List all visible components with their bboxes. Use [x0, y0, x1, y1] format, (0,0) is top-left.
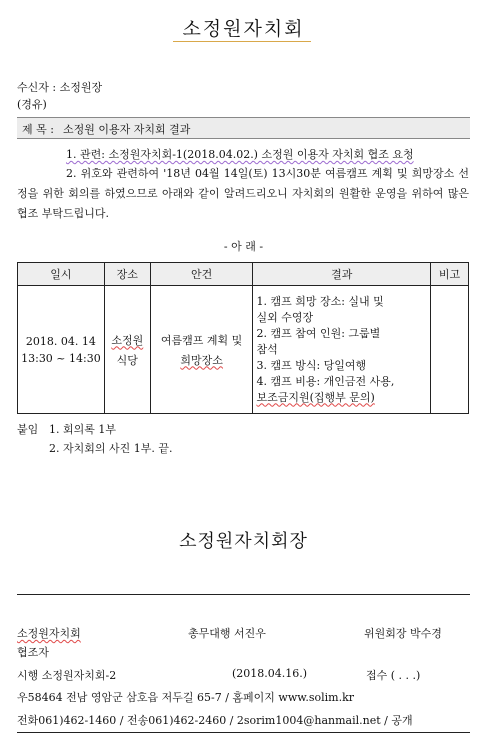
footer-role1: 총무대행 서진우 [188, 627, 266, 640]
result-line: 실외 수영장 [256, 310, 314, 324]
result-table [17, 262, 469, 414]
cell-place-line2: 식당 [116, 353, 138, 367]
via: (경유) [17, 98, 47, 111]
cell-agenda-line2: 희망장소 [180, 353, 223, 367]
table-row [18, 286, 469, 414]
notice-label: - 아 래 - [223, 240, 264, 253]
cell-datetime [18, 286, 105, 414]
footer-bottom-divider [17, 732, 470, 733]
cell-result [253, 286, 431, 414]
col-header-place: 장소 [104, 263, 150, 286]
table-header-row [18, 263, 469, 286]
body-item-1: 1. 관련: 소정원자치회-1(2018.04.02.) 소정원 이용자 자치회 협조 요청 [66, 148, 414, 161]
attachment-item-1: 1. 회의록 1부 [49, 423, 116, 436]
footer-divider [17, 594, 470, 595]
attachment-label: 붙임 [17, 423, 39, 436]
result-line: 4. 캠프 비용: 개인금전 사용, [256, 374, 395, 388]
footer-org: 소정원자치회 [17, 627, 81, 640]
cell-place-line1: 소정원 [111, 333, 144, 347]
cell-place [104, 286, 150, 414]
footer-cooperator: 협조자 [17, 646, 49, 659]
cell-date: 2018. 04. 14 [25, 334, 96, 348]
recipient: 수신자 : 소정원장 [17, 81, 103, 94]
col-header-date: 일시 [18, 263, 105, 286]
attachment-item-2: 2. 자치회의 사진 1부. 끝. [49, 442, 173, 455]
body-item-2: 2. 위호와 관련하여 '18년 04월 14일(토) 13시30분 여름캠프 계획 및 희망장소 선정을 위한 회의를 하였으므로 아래와 같이 알려드리오니 자치회의 원활한 운영을 위하여 많은 협조 부탁드립니다. [17, 167, 469, 220]
footer-role2: 위원회장 박수경 [364, 627, 442, 640]
document-title: 소정원자치회 [182, 18, 305, 40]
footer-doc-date: (2018.04.16.) [232, 667, 308, 680]
result-line: 참석 [256, 342, 278, 356]
result-line: 보조금지원(집행부 문의) [256, 390, 375, 404]
col-header-note: 비고 [431, 263, 469, 286]
signature-title: 소정원자치회장 [179, 531, 308, 552]
cell-note [431, 286, 469, 414]
cell-time: 13:30 ~ 14:30 [21, 351, 101, 365]
footer-receipt: 접수 ( . . .) [366, 669, 421, 682]
cell-agenda [150, 286, 253, 414]
cell-agenda-line1: 여름캠프 계획 및 [160, 333, 243, 347]
col-header-agenda: 안건 [150, 263, 253, 286]
result-line: 2. 캠프 참여 인원: 그룹별 [256, 326, 381, 340]
result-line: 3. 캠프 방식: 당일여행 [256, 358, 367, 372]
footer-address: 우58464 전남 영암군 삼호읍 저두길 65-7 / 홈페이지 www.solim.kr [17, 691, 354, 704]
result-line: 1. 캠프 희망 장소: 실내 및 [256, 294, 384, 308]
title-underline [173, 41, 311, 42]
footer-doc-no: 시행 소정원자치회-2 [17, 669, 117, 682]
subject-text: 소정원 이용자 자치회 결과 [63, 123, 191, 136]
footer-contact: 전화061)462-1460 / 전송061)462-2460 / 2sorim1004@hanmail.net / 공개 [17, 714, 413, 727]
subject-label: 제 목 : [22, 123, 54, 136]
col-header-result: 결과 [253, 263, 431, 286]
